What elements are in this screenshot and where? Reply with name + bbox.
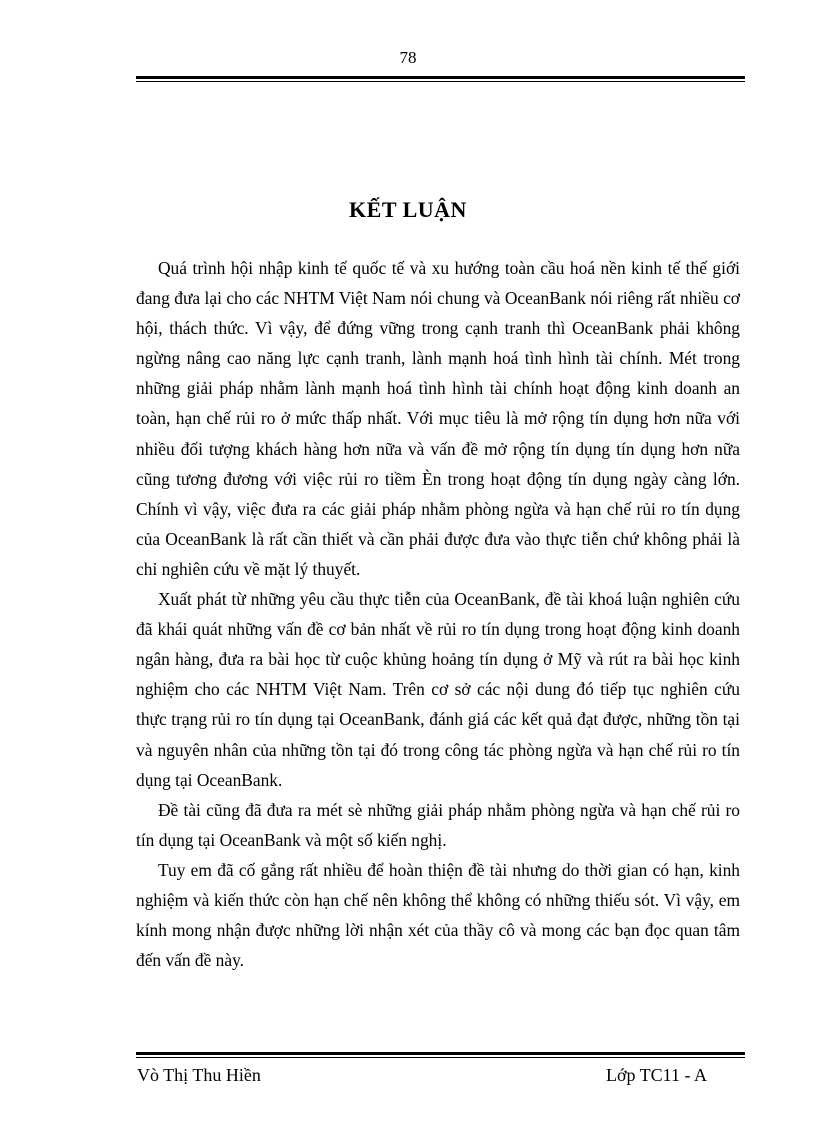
- paragraph: Tuy em đã cố gắng rất nhiều để hoàn thiện đề tài nhưng do thời gian có hạn, kinh nghiệm và kiến thức còn hạn chế nên không thể không có những thiếu sót. Vì vậy, em kính mong nhận được những lời nhận xét của thầy cô và mong các bạn đọc quan tâm đến vấn đề này.: [136, 859, 740, 971]
- page-number: 78: [399, 48, 417, 67]
- footer-class: Lớp TC11 - A: [605, 1065, 707, 1085]
- footer-rule: [136, 1052, 745, 1058]
- paragraph: Xuất phát từ những yêu cầu thực tiễn của OceanBank, đề tài khoá luận nghiên cứu đã khái quát những vấn đề cơ bản nhất về rủi ro tín dụng trong hoạt động kinh doanh ngân hàng, đưa ra bài học từ cuộc khủng hoảng tín dụng ở Mỹ và rút ra bài học kinh nghiệm cho các NHTM Việt Nam. Trên cơ sở các nội dung đó tiếp tục nghiên cứu thực trạng rủi ro tín dụng tại OceanBank, đánh giá các kết quả đạt được, những tồn tại và nguyên nhân của những tồn tại đó trong công tác phòng ngừa và hạn chế rủi ro tín dụng tại OceanBank.: [136, 589, 740, 790]
- page-title: KẾT LUẬN: [349, 197, 467, 222]
- paragraph: Đề tài cũng đã đưa ra mét sè những giải pháp nhằm phòng ngừa và hạn chế rủi ro tín dụng tại OceanBank và một số kiến nghị.: [136, 799, 740, 850]
- body-text: [136, 253, 740, 975]
- footer-author: Vò Thị Thu Hiền: [137, 1065, 261, 1085]
- header-rule: [136, 76, 745, 82]
- paragraph: Quá trình hội nhập kinh tế quốc tế và xu hướng toàn cầu hoá nền kinh tế thế giới đang đưa lại cho các NHTM Việt Nam nói chung và OceanBank nói riêng rất nhiều cơ hội, thách thức. Vì vậy, để đứng vững trong cạnh tranh thì OceanBank phải không ngừng nâng cao năng lực cạnh tranh, lành mạnh hoá tình hình tài chính. Mét trong những giải pháp nhằm lành mạnh hoá tình hình tài chính hoạt động kinh doanh an toàn, hạn chế rủi ro ở mức thấp nhất. Với mục tiêu là mở rộng tín dụng hơn nữa với nhiều đối tượng khách hàng hơn nữa và vấn đề mở rộng tín dụng tín dụng hơn nữa cũng tương đương với việc rủi ro tiềm Èn trong hoạt động tín dụng ngày càng lớn. Chính vì vậy, việc đưa ra các giải pháp nhằm phòng ngừa và hạn chế rủi ro tín dụng của OceanBank là rất cần thiết và cần phải được đưa vào thực tiễn chứ không phải là chỉ nghiên cứu về mặt lý thuyết.: [136, 258, 740, 579]
